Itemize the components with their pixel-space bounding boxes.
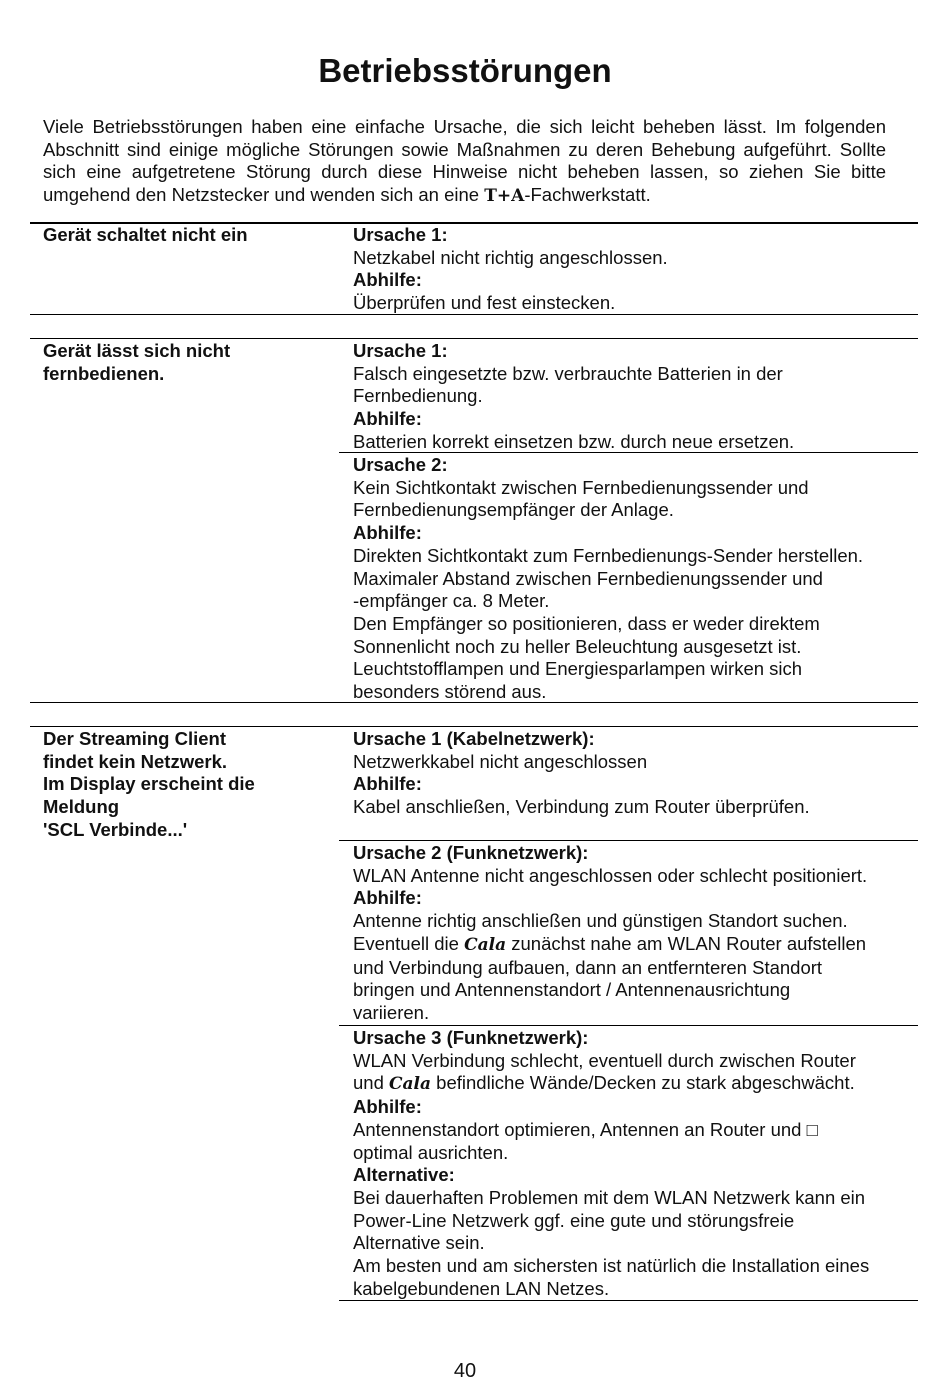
- cause-divider: [339, 452, 918, 453]
- remedy-text-fragment: zunächst nahe am WLAN Router aufstellen: [506, 932, 867, 954]
- problem-line: fernbedienen.: [43, 362, 165, 384]
- intro-suffix: -Fachwerkstatt.: [524, 184, 651, 206]
- cause-label: Ursache 1:: [353, 224, 448, 245]
- intro-paragraph: [43, 116, 886, 208]
- cause-label: Ursache 2 (Funknetzwerk):: [353, 842, 589, 863]
- remedy-label: Abhilfe:: [353, 773, 422, 795]
- cause-text: Netzkabel nicht richtig angeschlossen.: [353, 246, 668, 268]
- remedy-text: Maximaler Abstand zwischen Fernbedienungssender und: [353, 567, 823, 589]
- remedy-text: besonders störend aus.: [353, 681, 547, 703]
- remedy-text: Den Empfänger so positionieren, dass er weder direktem: [353, 612, 820, 634]
- cause-divider: [339, 1300, 918, 1301]
- brand-logo-cala: Cala: [389, 1074, 432, 1095]
- cause-block: [353, 454, 913, 704]
- intro-text: Viele Betriebsstörungen haben eine einfache Ursache, die sich leicht beheben lässt. Im folgenden Abschnitt sind einige mögliche Störungen sowie Maßnahmen zu deren Behebung aufgeführt. Sollte sich eine aufgetretene Störung durch diese Hinweise nicht beheben lassen, so ziehen Sie bitte umgehend den Netzstecker und wenden sich an eine: [43, 116, 886, 206]
- problem-label: [43, 224, 313, 247]
- cause-text: Kein Sichtkontakt zwischen Fernbedienungssender und: [353, 476, 809, 498]
- cause-block: [353, 224, 913, 315]
- cause-divider: [339, 840, 918, 841]
- page-number: 40: [453, 1360, 477, 1382]
- remedy-text: Leuchtstofflampen und Energiesparlampen wirken sich: [353, 658, 803, 680]
- cause-label: Ursache 1 (Kabelnetzwerk):: [353, 728, 595, 749]
- remedy-text: bringen und Antennenstandort / Antennenausrichtung: [353, 979, 791, 1001]
- remedy-text: Überprüfen und fest einstecken.: [353, 292, 616, 314]
- problem-label: [43, 728, 313, 842]
- remedy-text: variieren.: [353, 1001, 430, 1023]
- remedy-text: Antenne richtig anschließen und günstigen Standort suchen.: [353, 910, 848, 932]
- cause-text: Fernbedienung.: [353, 385, 483, 407]
- cause-label: Ursache 3 (Funknetzwerk):: [353, 1027, 589, 1048]
- cause-label: Ursache 2:: [353, 454, 448, 475]
- remedy-text: Sonnenlicht noch zu heller Beleuchtung ausgesetzt ist.: [353, 635, 802, 657]
- alternative-text: kabelgebundenen LAN Netzes.: [353, 1277, 610, 1299]
- problem-line: Gerät lässt sich nicht: [43, 340, 231, 361]
- problem-line: Gerät schaltet nicht ein: [43, 224, 248, 245]
- cause-block: [353, 1027, 913, 1300]
- problem-line: 'SCL Verbinde...': [43, 818, 188, 840]
- remedy-text: Antennenstandort optimieren, Antennen an Router und □: [353, 1118, 818, 1140]
- alternative-text: Power-Line Netzwerk ggf. eine gute und störungsfreie: [353, 1209, 795, 1231]
- problem-line: Der Streaming Client: [43, 728, 226, 749]
- remedy-text-fragment: Eventuell die: [353, 932, 465, 954]
- section-divider-top: [30, 726, 918, 727]
- remedy-text: und Verbindung aufbauen, dann an entfernteren Standort: [353, 956, 823, 978]
- cause-block: [353, 728, 913, 819]
- remedy-text: optimal ausrichten.: [353, 1141, 509, 1163]
- remedy-label: Abhilfe:: [353, 522, 422, 544]
- alternative-text: Alternative sein.: [353, 1232, 485, 1254]
- section-divider-bottom: [30, 314, 918, 315]
- cause-text-fragment: befindliche Wände/Decken zu stark abgeschwächt.: [431, 1072, 855, 1094]
- section-divider-bottom: [30, 702, 918, 703]
- problem-label: [43, 340, 313, 385]
- cause-text: WLAN Antenne nicht angeschlossen oder schlecht positioniert.: [353, 864, 868, 886]
- cause-block: [353, 340, 913, 454]
- problem-line: findet kein Netzwerk.: [43, 750, 228, 772]
- cause-text-fragment: und: [353, 1072, 390, 1094]
- remedy-label: Abhilfe:: [353, 1096, 422, 1118]
- brand-logo-ta: T+A: [484, 186, 525, 207]
- cause-text: Fernbedienungsempfänger der Anlage.: [353, 499, 674, 521]
- remedy-label: Abhilfe:: [353, 269, 422, 291]
- cause-block: [353, 842, 913, 1025]
- remedy-label: Abhilfe:: [353, 408, 422, 430]
- cause-text: WLAN Verbindung schlecht, eventuell durch zwischen Router: [353, 1049, 856, 1071]
- cause-label: Ursache 1:: [353, 340, 448, 361]
- remedy-text: -empfänger ca. 8 Meter.: [353, 590, 550, 612]
- remedy-text: Direkten Sichtkontakt zum Fernbedienungs-Sender herstellen.: [353, 544, 864, 566]
- remedy-text: [353, 933, 913, 957]
- section-divider-top: [30, 338, 918, 339]
- remedy-text: Kabel anschließen, Verbindung zum Router überprüfen.: [353, 796, 810, 818]
- alternative-text: Bei dauerhaften Problemen mit dem WLAN Netzwerk kann ein: [353, 1186, 866, 1208]
- brand-logo-cala: Cala: [464, 934, 507, 955]
- problem-line: Meldung: [43, 796, 120, 818]
- cause-divider: [339, 1025, 918, 1026]
- cause-text: Falsch eingesetzte bzw. verbrauchte Batterien in der: [353, 362, 783, 384]
- cause-text: Netzwerkkabel nicht angeschlossen: [353, 750, 648, 772]
- alternative-label: Alternative:: [353, 1164, 455, 1186]
- problem-line: Im Display erscheint die: [43, 773, 255, 795]
- alternative-text: Am besten und am sichersten ist natürlich die Installation eines: [353, 1255, 870, 1277]
- remedy-text: Batterien korrekt einsetzen bzw. durch neue ersetzen.: [353, 430, 795, 452]
- remedy-label: Abhilfe:: [353, 887, 422, 909]
- cause-text: [353, 1072, 913, 1096]
- page-title: Betriebsstörungen: [318, 52, 612, 89]
